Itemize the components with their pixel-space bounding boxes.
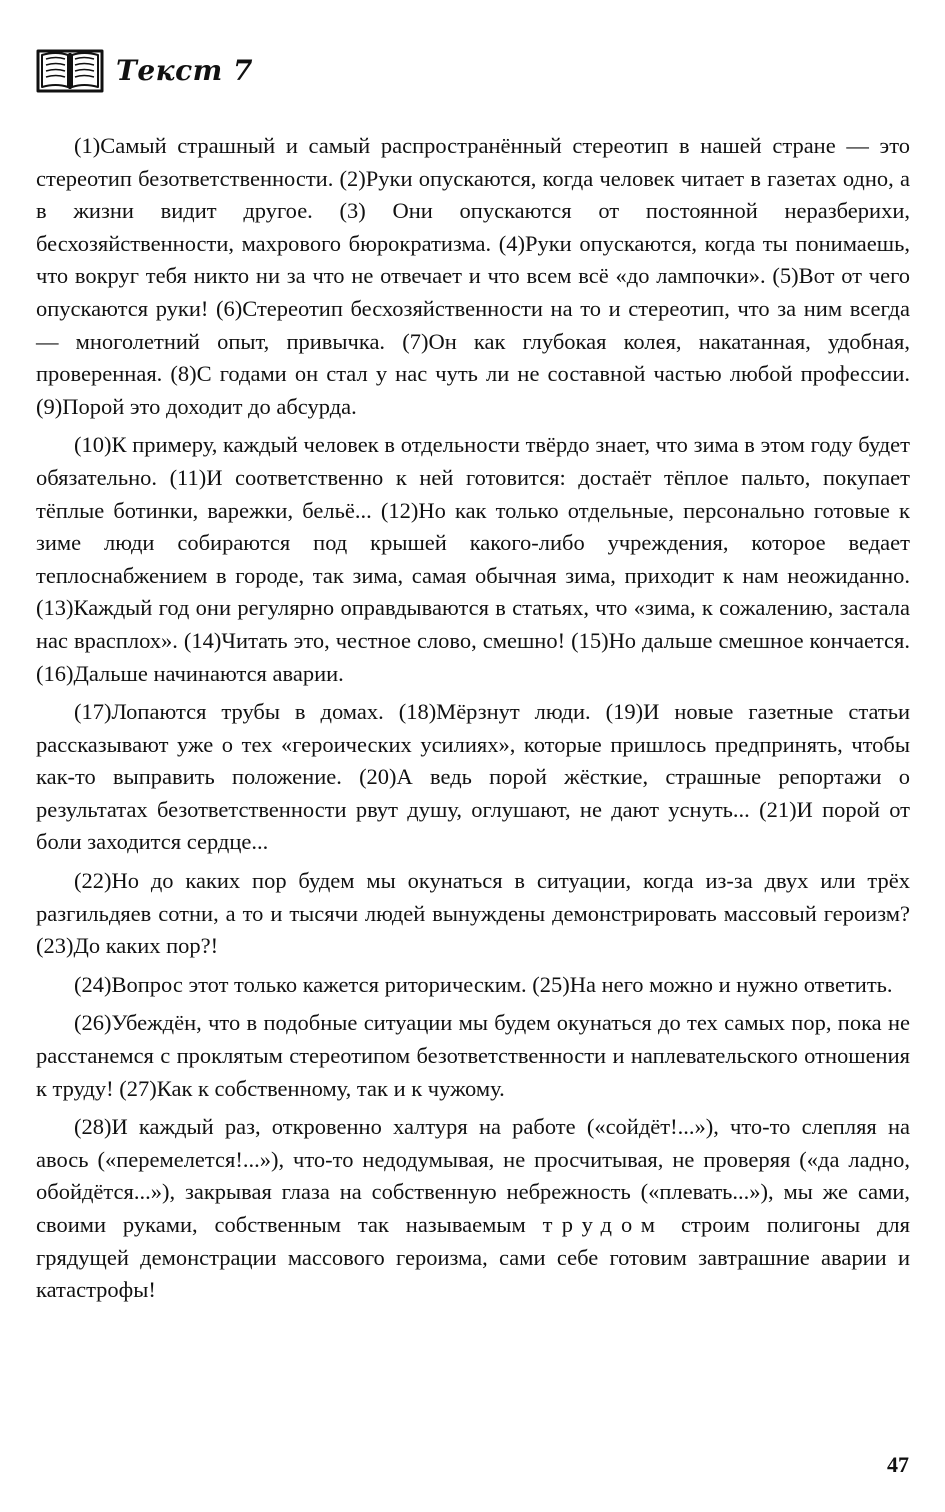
paragraph-1: (1)Самый страшный и самый распространённый стереотип в нашей стране — это стереотип безответственности. (2)Руки опускаются, когда человек читает в газетах одно, а в жизни видит другое. (3) Они опускаются от постоянной неразберихи, бесхозяйственности, махрового бюрократизма. (4)Руки опускаются, когда ты понимаешь, что вокруг тебя никто ни за что не отвечает и что всем всё «до лампочки». (5)Вот от чего опускаются руки! (6)Стереотип бесхозяйственности на то и стереотип, что за ним всегда — многолетний опыт, привычка. (7)Он как глубокая колея, накатанная, удобная, проверенная. (8)С годами он стал у нас чуть ли не составной частью любой профессии. (9)Порой это доходит до абсурда.	[36, 133, 910, 419]
paragraph-3: (17)Лопаются трубы в домах. (18)Мёрзнут люди. (19)И новые газетные статьи рассказывают уже о тех «героических усилиях», которые пришлось предпринять, чтобы как-то выправить положение. (20)А ведь порой жёсткие, страшные репортажи о результатах безответственности рвут душу, оглушают, не дают уснуть... (21)И порой от боли заходится сердце...	[36, 699, 910, 855]
paragraph-7-end: строим полигоны для грядущей демонстрации массового героизма, сами себе готовим завтрашние аварии и катастрофы!	[36, 1212, 910, 1303]
text-title: Текст 7	[116, 53, 254, 87]
open-book-icon	[36, 45, 104, 95]
paragraph-5: (24)Вопрос этот только кажется риторическим. (25)На него можно и нужно ответить.	[74, 971, 893, 997]
text-body	[36, 130, 910, 1313]
paragraph-2: (10)К примеру, каждый человек в отдельности твёрдо знает, что зима в этом году будет обязательно. (11)И соответственно к ней готовится: достаёт тёплое пальто, покупает тёплые ботинки, варежки, бельё... (12)Но как только отдельные, персонально готовые к зиме люди собираются под крышей какого-либо учреждения, которое ведает теплоснабжением в городе, так зима, самая обычная зима, приходит к нам неожиданно. (13)Каждый год они регулярно оправдываются в статьях, что «зима, к сожалению, застала нас врасплох». (14)Читать это, честное слово, смешно! (15)Но дальше смешное кончается. (16)Дальше начинаются аварии.	[36, 432, 910, 686]
page-header	[36, 40, 253, 100]
paragraph-6: (26)Убеждён, что в подобные ситуации мы будем окунаться до тех самых пор, пока не расстанемся с проклятым стереотипом безответственности и наплевательского отношения к труду! (27)Как к собственному, так и к чужому.	[36, 1010, 910, 1101]
paragraph-7-start: (28)И каждый раз, откровенно халтуря на работе («сойдёт!...»), что-то слепляя на авось («перемелется!...»), что-то недодумывая, не просчитывая, не проверяя («да ладно, обойдётся...»), закрывая глаза на собственную небрежность («плевать...»), мы же сами, своими руками, собственным так называемым	[36, 1114, 910, 1237]
spaced-word: трудом	[542, 1212, 665, 1237]
paragraph-7	[36, 1111, 910, 1307]
page-number: 47	[887, 1452, 909, 1477]
paragraph-4: (22)Но до каких пор будем мы окунаться в ситуации, когда из-за двух или трёх разгильдяев сотни, а то и тысячи людей вынуждены демонстрировать массовый героизм? (23)До каких пор?!	[36, 868, 910, 959]
